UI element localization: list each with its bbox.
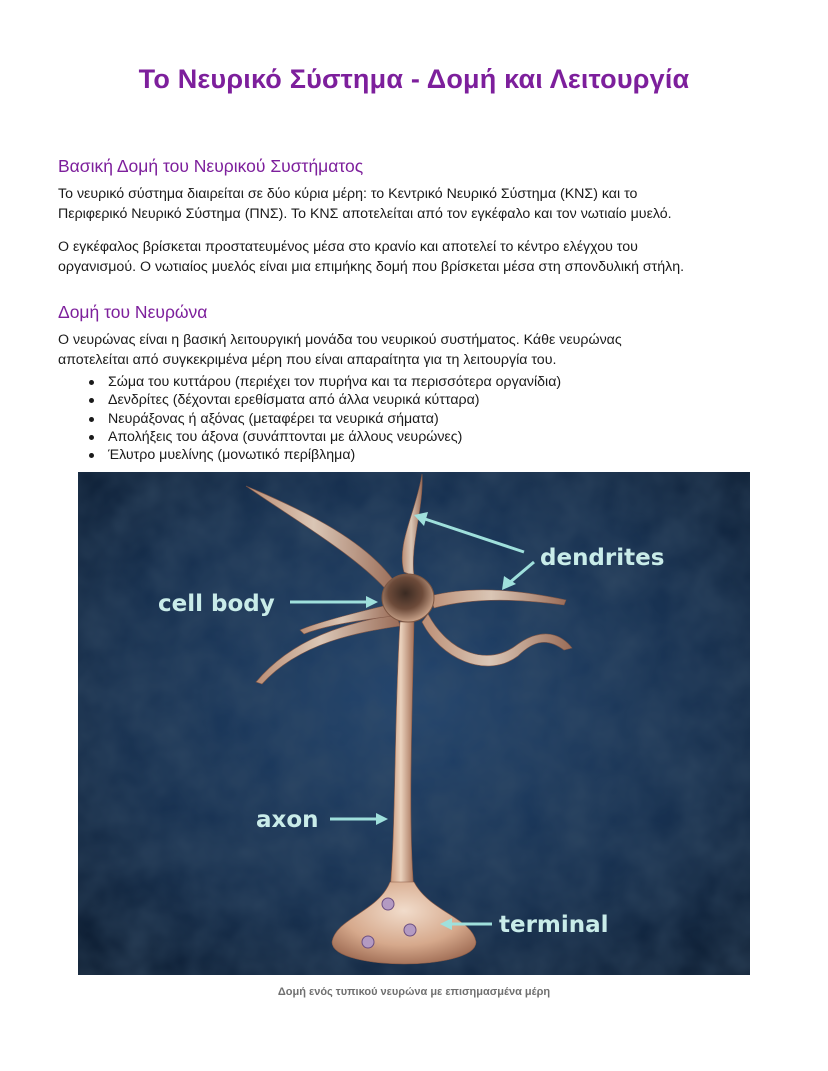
text-line: οργανισμού. Ο νωτιαίος μυελός είναι μια επιμήκης δομή που βρίσκεται μέσα στη σπονδυλική στήλη. — [58, 259, 685, 275]
figure-caption: Δομή ενός τυπικού νευρώνα με επισημασμένα μέρη — [277, 986, 551, 998]
neuron-diagram — [78, 472, 750, 975]
neuron-parts-list — [58, 373, 561, 464]
cell-body-soma — [382, 574, 434, 622]
list-item: Έλυτρο μυελίνης (μονωτικό περίβλημα) — [58, 446, 561, 464]
text-line: αποτελείται από συγκεκριμένα μέρη που είναι απαραίτητα για τη λειτουργία του. — [58, 352, 557, 368]
list-item: Απολήξεις του άξονα (συνάπτονται με άλλους νευρώνες) — [58, 428, 561, 446]
synaptic-vesicle — [382, 898, 394, 910]
section-heading-neuron-structure: Δομή του Νευρώνα — [58, 302, 208, 322]
list-item: Νευράξονας ή αξόνας (μεταφέρει τα νευρικά σήματα) — [58, 410, 561, 428]
label-axon: axon — [256, 807, 319, 833]
label-dendrites: dendrites — [540, 545, 665, 571]
text-line: Το νευρικό σύστημα διαιρείται σε δύο κύρια μέρη: το Κεντρικό Νευρικό Σύστημα (ΚΝΣ) και το — [58, 186, 638, 202]
section-heading-basic-structure: Βασική Δομή του Νευρικού Συστήματος — [58, 156, 364, 176]
page-title: Το Νευρικό Σύστημα - Δομή και Λειτουργία — [138, 64, 690, 94]
text-line: Ο νευρώνας είναι η βασική λειτουργική μονάδα του νευρικού συστήματος. Κάθε νευρώνας — [58, 332, 622, 348]
neuron-illustration — [78, 472, 750, 975]
paragraph-brain-spinal-cord — [58, 237, 778, 277]
paragraph-neuron-intro — [58, 330, 778, 370]
list-item: Δενδρίτες (δέχονται ερεθίσματα από άλλα νευρικά κύτταρα) — [58, 391, 561, 409]
text-line: Ο εγκέφαλος βρίσκεται προστατευμένος μέσα στο κρανίο και αποτελεί το κέντρο ελέγχου του — [58, 239, 638, 255]
synaptic-vesicle — [404, 924, 416, 936]
synaptic-vesicle — [362, 936, 374, 948]
text-line: Περιφερικό Νευρικό Σύστημα (ΠΝΣ). Το ΚΝΣ αποτελείται από τον εγκέφαλο και τον νωτιαίο μυελό. — [58, 206, 672, 222]
list-item: Σώμα του κυττάρου (περιέχει τον πυρήνα και τα περισσότερα οργανίδια) — [58, 373, 561, 391]
paragraph-nervous-system-division — [58, 184, 778, 224]
label-terminal: terminal — [499, 912, 609, 938]
label-cell-body: cell body — [158, 591, 275, 617]
